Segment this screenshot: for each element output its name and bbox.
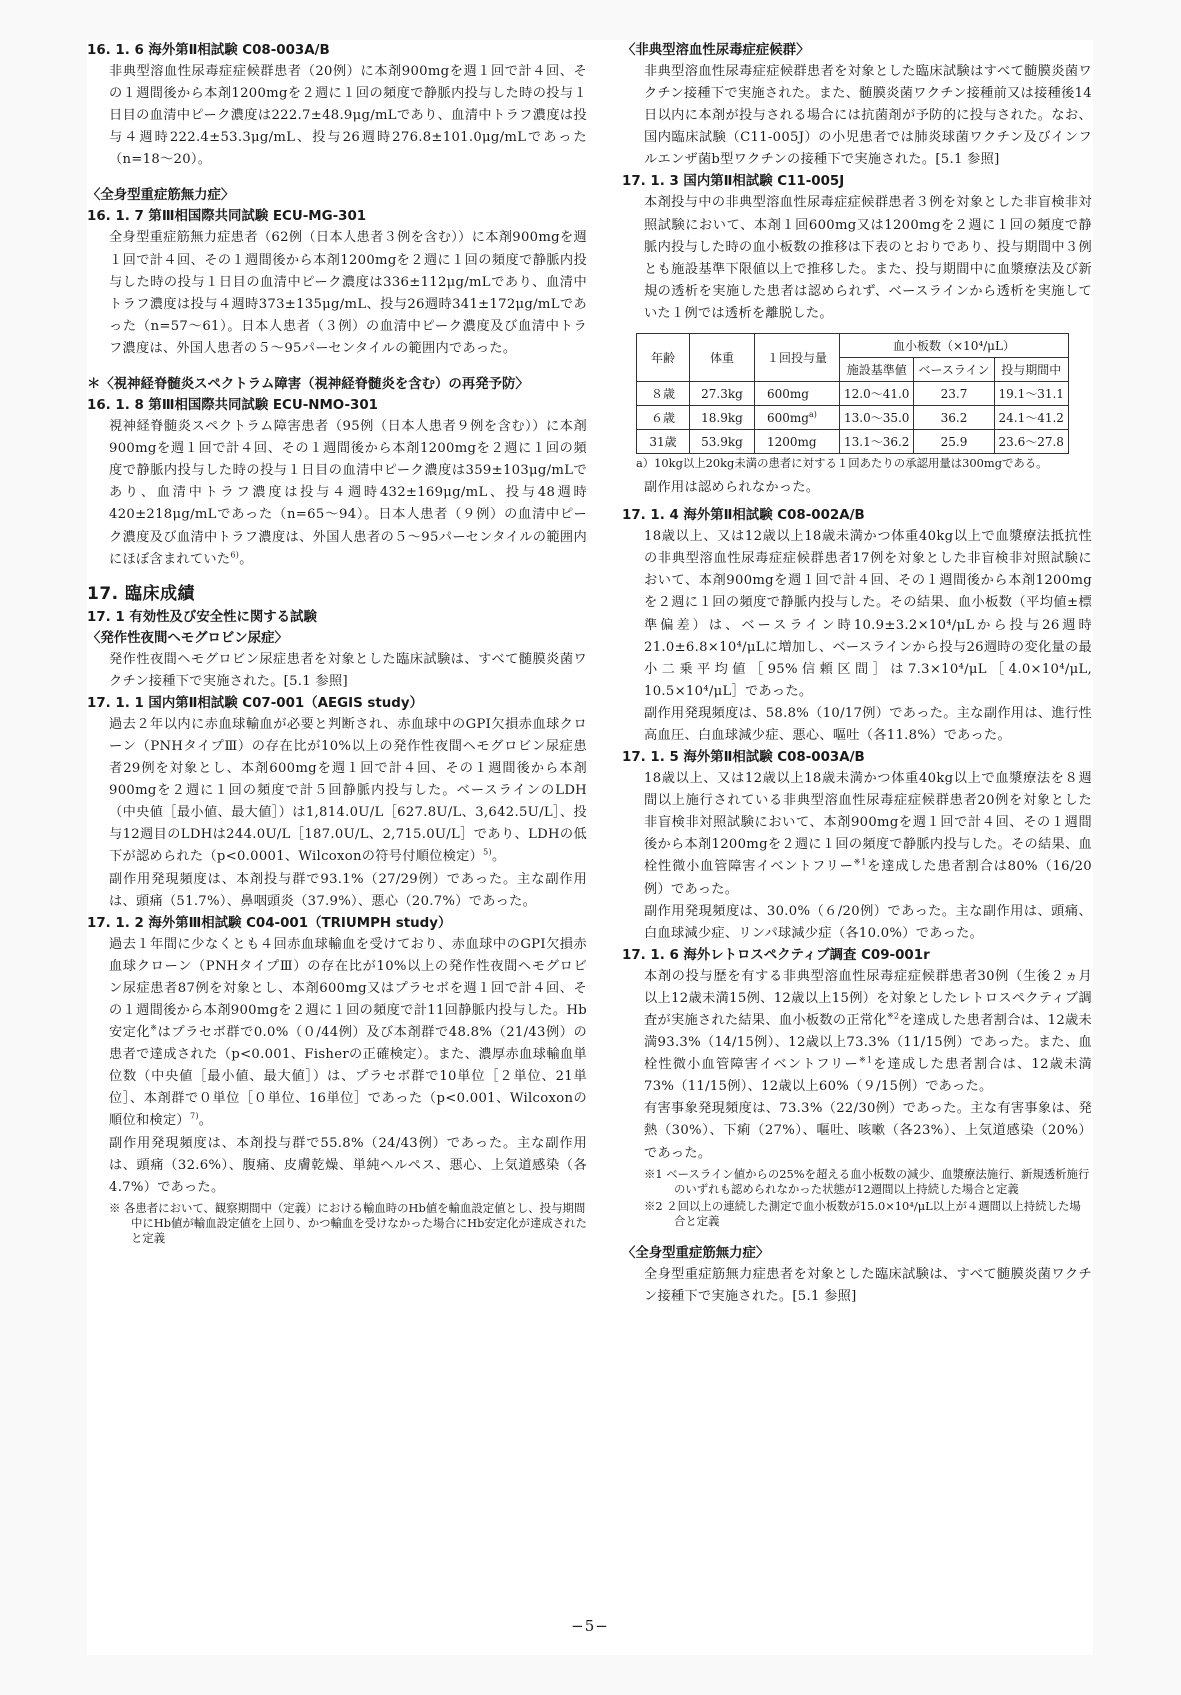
col-header-platelet: 血小板数（×10⁴/μL） <box>840 334 1069 358</box>
table-footnote: a）10kg以上20kg未満の患者に対する１回あたりの承認用量は300mgである。 <box>636 456 1048 471</box>
section-17-1-5-body: 18歳以上、又は12歳以上18歳未満かつ体重40kg以上で血漿療法を８週間以上施行されている非典型溶血性尿毒症症候群患者20例を対象とした非盲検非対照試験において、本剤900mgを週１回で計４回、その１週間後から本剤1200mgを２週に１回の頻度で静脈内投与した。その結果、血栓性微小血管障害イベントフリー$^{※1}$を達成した患者割合は80%（16/20例）であった。 <box>644 771 1092 897</box>
reference-7: 7) <box>189 1112 199 1122</box>
col-header-weight: 体重 <box>690 334 755 382</box>
table-row: ６歳 18.9kg $600mg^{a)}$ 13.0〜35.0 36.2 24.1〜41.2 <box>637 406 1069 430</box>
section-16-1-7-body: 全身型重症筋無力症患者（62例（日本人患者３例を含む））に本剤900mgを週１回で計４回、その１週間後から本剤1200mgを２週に１回の頻度で静脈内投与した時の投与１日目の血清中ピーク濃度は336±112μg/mLであり、血清中トラフ濃度は投与４週時373±135μg/mL、投与26週時341±172μg/mLであった（n=57〜61）。日本人患者（３例）の血清中ピーク濃度及び血清中トラフ濃度は、外国人患者の５〜95パーセンタイルの範囲内であった。 <box>109 230 587 356</box>
section-17-1-5-heading: 17. 1. 5 海外第Ⅱ相試験 C08-003A/B <box>622 750 865 766</box>
category-nmosd: ＊〈視神経脊髄炎スペクトラム障害（視神経脊髄炎を含む）の再発予防〉 <box>87 377 529 393</box>
section-17-1-1-adverse: 副作用発現頻度は、本剤投与群で93.1%（27/29例）であった。主な副作用は、頭痛（51.7%）、鼻咽頭炎（37.9%）、悪心（20.7%）であった。 <box>109 871 587 909</box>
col-header-age: 年齢 <box>637 334 690 382</box>
section-17-1-3-body: 本剤投与中の非典型溶血性尿毒症症候群患者３例を対象とした非盲検非対照試験において、本剤１回600mg又は1200mgを２週に１回の頻度で静脈内投与した時の血小板数の推移は下表のとおりであり、投与期間中３例とも施設基準下限値以上で推移した。また、投与期間中に血漿療法及び新規の透析を実施した患者は認められず、ベースラインから透析を実施していた１例では透析を離脱した。 <box>644 195 1092 321</box>
section-17-heading: 17. 臨床成績 <box>87 583 196 604</box>
pnh-intro: 発作性夜間ヘモグロビン尿症患者を対象とした臨床試験は、すべて髄膜炎菌ワクチン接種下で実施された。[5.1 参照] <box>109 651 587 689</box>
document-page <box>87 40 1093 1655</box>
right-column <box>622 40 1092 1308</box>
ahus-intro: 非典型溶血性尿毒症症候群患者を対象とした臨床試験はすべて髄膜炎菌ワクチン接種下で実施された。また、髄膜炎菌ワクチン接種前又は接種後14日以内に本剤が投与される場合には抗菌剤が予防的に投与された。なお、国内臨床試験（C11-005J）の小児患者では肺炎球菌ワクチン及びインフルエンザ菌b型ワクチンの接種下で実施された。[5.1 参照] <box>644 64 1092 168</box>
col-header-baseline: ベースライン <box>914 358 994 382</box>
section-17-1-3-heading: 17. 1. 3 国内第Ⅱ相試験 C11-005J <box>622 174 845 190</box>
reference-6: 6) <box>230 550 240 560</box>
section-17-1-6-adverse: 有害事象発現頻度は、73.3%（22/30例）であった。主な有害事象は、発熱（30%）、下痢（27%）、嘔吐、咳嗽（各23%）、上気道感染（20%）であった。 <box>644 1101 1092 1161</box>
section-17-1-4-heading: 17. 1. 4 海外第Ⅱ相試験 C08-002A/B <box>622 508 865 524</box>
footnote-2: ※2 ２回以上の連続した測定で血小板数が15.0×10⁴/μL以上が４週間以上持続した場合と定義 <box>644 1198 1081 1228</box>
table-row: 31歳 53.9kg 1200mg 13.1〜36.2 25.9 23.6〜27.8 <box>637 430 1069 454</box>
section-17-1-heading: 17. 1 有効性及び安全性に関する試験 <box>87 609 317 625</box>
section-16-1-6-body: 非典型溶血性尿毒症症候群患者（20例）に本剤900mgを週１回で計４回、その１週間後から本剤1200mgを２週に１回の頻度で静脈内投与した時の投与１日目の血清中ピーク濃度は222.7±48.9μg/mLであり、血清中トラフ濃度は投与４週時222.4±53.3μg/mL、投与26週時276.8±101.0μg/mLであった（n=18〜20）。 <box>109 64 587 168</box>
section-17-1-4-body: 18歳以上、又は12歳以上18歳未満かつ体重40kg以上で血漿療法抵抗性の非典型溶血性尿毒症症候群患者17例を対象とした非盲検非対照試験において、本剤900mgを週１回で計４回、その１週間後から本剤1200mgを２週に１回の頻度で静脈内投与した。その結果、血小板数（平均値±標準偏差）は、ベースライン時10.9±3.2×10⁴/μLから投与26週時21.0±6.8×10⁴/μLに増加し、ベースラインから投与26週時の変化量の最小二乗平均値［95%信頼区間］は7.3×10⁴/μL［4.0×10⁴/μL, 10.5×10⁴/μL］であった。 <box>644 529 1092 699</box>
table-row: ８歳 27.3kg 600mg 12.0〜41.0 23.7 19.1〜31.1 <box>637 382 1069 406</box>
section-16-1-6-heading: 16. 1. 6 海外第Ⅱ相試験 C08-003A/B <box>87 43 330 58</box>
section-17-1-2-heading: 17. 1. 2 海外第Ⅲ相試験 C04-001（TRIUMPH study） <box>87 915 452 931</box>
section-17-1-2-footnote: ※ 各患者において、観察期間中（定義）における輸血時のHb値を輸血設定値とし、投与期間中にHb値が輸血設定値を上回り、かつ輸血を受けなかった場合にHb安定化が達成されたと定義 <box>109 1200 587 1245</box>
col-header-during: 投与期間中 <box>994 358 1068 382</box>
col-header-dose: １回投与量 <box>755 334 840 382</box>
section-17-1-2-adverse: 副作用発現頻度は、本剤投与群で55.8%（24/43例）であった。主な副作用は、頭痛（32.6%）、腹痛、皮膚乾燥、単純ヘルペス、悪心、上気道感染（各4.7%）であった。 <box>109 1135 587 1195</box>
category-pnh: 〈発作性夜間ヘモグロビン尿症〉 <box>87 630 288 646</box>
page-number: −5− <box>571 1617 609 1635</box>
platelet-table <box>636 333 1069 454</box>
section-16-1-8-body: 視神経脊髄炎スペクトラム障害患者（95例（日本人患者９例を含む））に本剤900mgを週１回で計４回、その１週間後から本剤1200mgを２週に１回の頻度で静脈内投与した時の投与１日目の血清中ピーク濃度は359±103μg/mLであり、血清中トラフ濃度は投与４週時432±169μg/mL、投与48週時420±218μg/mLであった（n=65〜94）。日本人患者（９例）の血清中ピーク濃度及び血清中トラフ濃度は、外国人患者の５〜95パーセンタイルの範囲内にほぼ含まれていた$^{6)}$。 <box>109 419 587 567</box>
category-gmg-right: 〈全身型重症筋無力症〉 <box>622 1245 770 1261</box>
section-17-1-2-body: 過去１年間に少なくとも４回赤血球輸血を受けており、赤血球中のGPI欠損赤血球クローン（PNHタイプⅢ）の存在比が10%以上の発作性夜間ヘモグロビン尿症患者87例を対象とし、本剤600mg又はプラセボを週１回で計４回、その１週間後から本剤900mgを２週に１回の頻度で計11回静脈内投与した。Hb安定化※はプラセボ群で0.0%（０/44例）及び本剤群で48.8%（21/43例）の患者で達成された（p<0.001、Fisherの正確検定）。また、濃厚赤血球輸血単位数（中央値［最小値、最大値］）は、プラセボ群で10単位［２単位、21単位］、本剤群で０単位［０単位、16単位］であった（p<0.001、Wilcoxonの順位和検定）$^{7)}$。 <box>109 936 587 1129</box>
section-17-1-1-heading: 17. 1. 1 国内第Ⅱ相試験 C07-001（AEGIS study） <box>87 695 424 711</box>
reference-5: 5) <box>483 848 492 858</box>
footnote-1: ※1 ベースライン値からの25%を超える血小板数の減少、血漿療法施行、新規透析施行のいずれも認められなかった状態が12週間以上持続した場合と定義 <box>644 1166 1090 1196</box>
gmg-intro: 全身型重症筋無力症患者を対象とした臨床試験は、すべて髄膜炎菌ワクチン接種下で実施された。[5.1 参照] <box>644 1266 1092 1304</box>
col-header-ref-range: 施設基準値 <box>840 358 914 382</box>
category-ahus: 〈非典型溶血性尿毒症症候群〉 <box>622 43 810 58</box>
category-gmg: 〈全身型重症筋無力症〉 <box>87 188 235 204</box>
section-17-1-5-adverse: 副作用発現頻度は、30.0%（６/20例）であった。主な副作用は、頭痛、白血球減少症、リンパ球減少症（各10.0%）であった。 <box>644 903 1092 941</box>
section-17-1-4-adverse: 副作用発現頻度は、58.8%（10/17例）であった。主な副作用は、進行性高血圧、白血球減少症、悪心、嘔吐（各11.8%）であった。 <box>644 705 1092 743</box>
section-17-1-1-body: 過去２年以内に赤血球輸血が必要と判断され、赤血球中のGPI欠損赤血球クローン（PNHタイプⅢ）の存在比が10%以上の発作性夜間ヘモグロビン尿症患者29例を対象とし、本剤600mgを週１回で計４回、その１週間後から本剤900mgを２週に１回の頻度で計５回静脈内投与した。ベースラインのLDH（中央値［最小値、最大値］）は1,814.0U/L［627.8U/L、3,642.5U/L］、投与12週目のLDHは244.0U/L［187.0U/L、2,715.0U/L］であり、LDHの低下が認められた（p<0.0001、Wilcoxonの符号付順位検定）$^{5)}$。 <box>109 716 587 865</box>
section-16-1-8-heading: 16. 1. 8 第Ⅲ相国際共同試験 ECU-NMO-301 <box>87 398 378 414</box>
left-column <box>87 40 587 1246</box>
section-17-1-6-body: 本剤の投与歴を有する非典型溶血性尿毒症症候群患者30例（生後２ヵ月以上12歳未満15例、12歳以上15例）を対象としたレトロスペクティブ調査が実施された結果、血小板数の正常化$^{※2}$を達成した患者割合は、12歳未満93.3%（14/15例）、12歳以上73.3%（11/15例）であった。また、血栓性微小血管障害イベントフリー$^{※1}$を達成した患者割合は、12歳未満73%（11/15例）、12歳以上60%（９/15例）であった。 <box>644 968 1092 1095</box>
section-17-1-6-heading: 17. 1. 6 海外レトロスペクティブ調査 C09-001r <box>622 947 930 963</box>
section-17-1-3-adverse: 副作用は認められなかった。 <box>644 480 820 496</box>
section-16-1-7-heading: 16. 1. 7 第Ⅲ相国際共同試験 ECU-MG-301 <box>87 209 367 225</box>
